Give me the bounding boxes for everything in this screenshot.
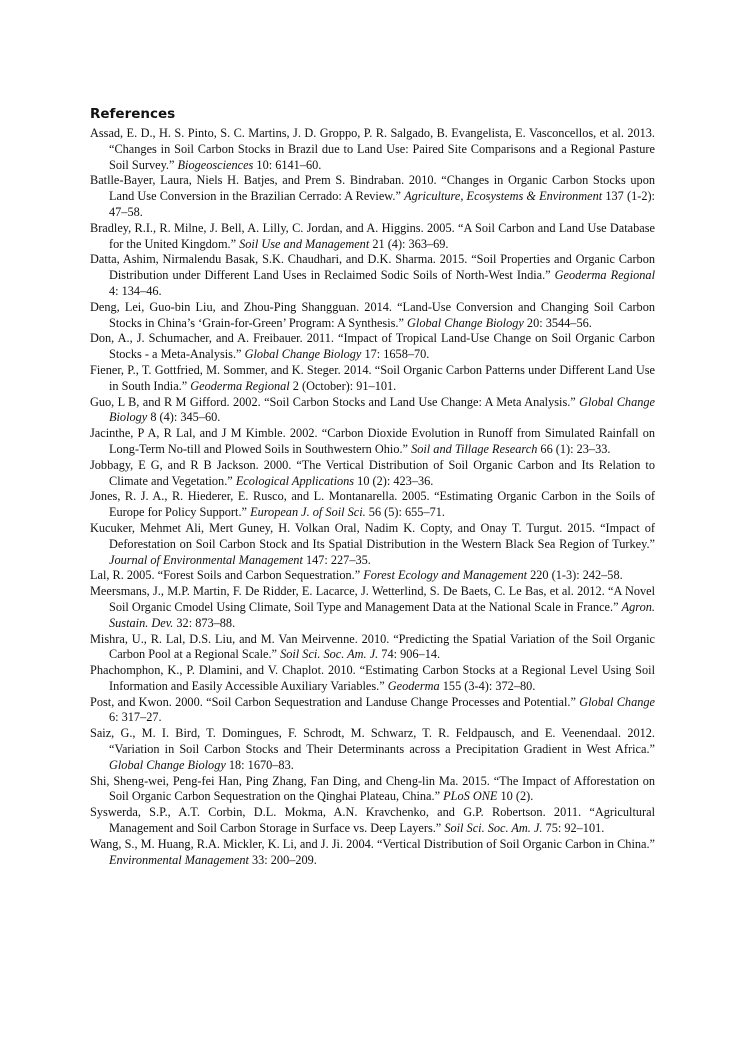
- reference-volume-pages: 32: 873–88.: [173, 615, 236, 630]
- reference-volume-pages: 21 (4): 363–69.: [369, 236, 449, 251]
- page: [90, 105, 655, 868]
- reference-volume-pages: 155 (3-4): 372–80.: [439, 678, 536, 693]
- reference-journal: Environmental Management: [109, 852, 249, 867]
- reference-entry: [90, 632, 655, 664]
- reference-volume-pages: 10: 6141–60.: [253, 157, 322, 172]
- reference-citation: Fiener, P., T. Gottfried, M. Sommer, and K. Steger. 2014. “Soil Organic Carbon Patterns under Different Land Use in South India.”: [90, 362, 655, 393]
- reference-entry: [90, 221, 655, 253]
- reference-citation: Lal, R. 2005. “Forest Soils and Carbon Sequestration.”: [90, 568, 364, 583]
- reference-citation: Meersmans, J., M.P. Martin, F. De Ridder, E. Lacarce, J. Wetterlind, S. De Baets, C. Le Bas, et al. 2012. “A Novel Soil Organic Cmodel Using Climate, Soil Type and Management Data at the National Scale in France.”: [90, 584, 655, 614]
- reference-volume-pages: 8 (4): 345–60.: [147, 410, 221, 425]
- reference-volume-pages: 6: 317–27.: [109, 710, 162, 725]
- reference-volume-pages: 20: 3544–56.: [523, 315, 592, 330]
- reference-entry: [90, 521, 655, 568]
- reference-entry: [90, 458, 655, 490]
- reference-entry: [90, 695, 655, 727]
- reference-citation: Deng, Lei, Guo-bin Liu, and Zhou-Ping Shangguan. 2014. “Land-Use Conversion and Changing Soil Carbon Stocks in China’s ‘Grain-for-Green’ Program: A Synthesis.”: [90, 299, 655, 330]
- reference-journal: Soil Sci. Soc. Am. J.: [444, 821, 543, 836]
- reference-entry: [90, 837, 655, 869]
- reference-volume-pages: 33: 200–209.: [248, 852, 317, 867]
- reference-citation: Batlle-Bayer, Laura, Niels H. Batjes, and Prem S. Bindraban. 2010. “Changes in Organic Carbon Stocks upon Land Use Conversion in the Brazilian Cerrado: A Review.”: [90, 173, 655, 204]
- reference-citation: Phachomphon, K., P. Dlamini, and V. Chaplot. 2010. “Estimating Carbon Stocks at a Regional Level Using Soil Information and Easily Accessible Auxiliary Variables.”: [90, 663, 655, 693]
- reference-citation: Jacinthe, P A, R Lal, and J M Kimble. 2002. “Carbon Dioxide Evolution in Runoff from Simulated Rainfall on Long-Term No-till and Plowed Soils in Southwestern Ohio.”: [90, 426, 655, 456]
- reference-entry: [90, 568, 655, 584]
- reference-entry: [90, 363, 655, 395]
- reference-list: [90, 126, 655, 868]
- reference-journal: Global Change Biology: [109, 394, 655, 425]
- reference-journal: Global Change Biology: [244, 347, 362, 362]
- reference-citation: Guo, L B, and R M Gifford. 2002. “Soil Carbon Stocks and Land Use Change: A Meta Analysis.”: [90, 394, 580, 409]
- reference-journal: Soil Use and Management: [239, 236, 370, 251]
- reference-volume-pages: 18: 1670–83.: [225, 757, 294, 772]
- reference-entry: [90, 774, 655, 806]
- reference-volume-pages: 75: 92–101.: [542, 821, 605, 836]
- reference-volume-pages: 137 (1-2): 47–58.: [109, 189, 655, 219]
- reference-journal: Agriculture, Ecosystems & Environment: [404, 189, 603, 204]
- reference-citation: Wang, S., M. Huang, R.A. Mickler, K. Li, and J. Ji. 2004. “Vertical Distribution of Soil Organic Carbon in China.”: [90, 836, 655, 851]
- reference-citation: Post, and Kwon. 2000. “Soil Carbon Sequestration and Landuse Change Processes and Potential.”: [90, 694, 580, 709]
- reference-volume-pages: 4: 134–46.: [109, 283, 162, 298]
- reference-entry: [90, 252, 655, 299]
- reference-journal: Agron. Sustain. Dev.: [109, 599, 655, 630]
- references-heading: References: [90, 106, 176, 122]
- reference-citation: Datta, Ashim, Nirmalendu Basak, S.K. Chaudhari, and D.K. Sharma. 2015. “Soil Properties and Organic Carbon Distribution under Different Land Uses in Reclaimed Sodic Soils of North-West India.”: [90, 252, 655, 283]
- reference-entry: [90, 300, 655, 332]
- reference-journal: Geoderma Regional: [554, 268, 655, 283]
- reference-citation: Saiz, G., M. I. Bird, T. Domingues, F. Schrodt, M. Schwarz, T. R. Feldpausch, and E. Veenendaal. 2012. “Variation in Soil Carbon Stocks and Their Determinants across a Precipitation Gradient in West Africa.”: [90, 726, 655, 757]
- reference-citation: Kucuker, Mehmet Ali, Mert Guney, H. Volkan Oral, Nadim K. Copty, and Onay T. Turgut. 2015. “Impact of Deforestation on Soil Carbon Stock and Its Spatial Distribution in the Western Black Sea Region of Turkey.”: [90, 520, 655, 551]
- reference-journal: Soil and Tillage Research: [411, 441, 538, 456]
- reference-citation: Mishra, U., R. Lal, D.S. Liu, and M. Van Meirvenne. 2010. “Predicting the Spatial Variation of the Soil Organic Carbon Pool at a Regional Scale.”: [90, 631, 655, 662]
- reference-journal: Biogeosciences: [177, 157, 254, 172]
- reference-entry: [90, 663, 655, 695]
- reference-volume-pages: 220 (1-3): 242–58.: [527, 568, 623, 583]
- reference-journal: Journal of Environmental Management: [109, 552, 303, 567]
- reference-citation: Shi, Sheng-wei, Peng-fei Han, Ping Zhang, Fan Ding, and Cheng-lin Ma. 2015. “The Impact of Afforestation on Soil Organic Carbon Sequestration on the Qinghai Plateau, China.”: [90, 773, 655, 804]
- reference-entry: [90, 805, 655, 837]
- reference-entry: [90, 584, 655, 631]
- reference-entry: [90, 489, 655, 521]
- reference-entry: [90, 726, 655, 773]
- reference-entry: [90, 395, 655, 427]
- reference-journal: Soil Sci. Soc. Am. J.: [280, 647, 379, 662]
- reference-entry: [90, 126, 655, 173]
- reference-journal: Geoderma Regional: [190, 378, 290, 393]
- reference-citation: Assad, E. D., H. S. Pinto, S. C. Martins, J. D. Groppo, P. R. Salgado, B. Evangelista, E. Vasconcellos, et al. 2013. “Changes in Soil Carbon Stocks in Brazil due to Land Use: Paired Site Comparisons and a Regional Pasture Soil Survey.”: [90, 126, 655, 172]
- reference-entry: [90, 331, 655, 363]
- reference-volume-pages: 66 (1): 23–33.: [537, 441, 611, 456]
- reference-journal: European J. of Soil Sci.: [250, 505, 366, 520]
- reference-citation: Jones, R. J. A., R. Hiederer, E. Rusco, and L. Montanarella. 2005. “Estimating Organic Carbon in the Soils of Europe for Policy Support.”: [90, 489, 655, 520]
- reference-journal: Geoderma: [387, 678, 440, 693]
- reference-volume-pages: 10 (2).: [497, 789, 534, 804]
- reference-volume-pages: 10 (2): 423–36.: [354, 473, 434, 488]
- reference-journal: Global Change Biology: [109, 757, 226, 772]
- reference-journal: Ecological Applications: [235, 473, 355, 488]
- reference-volume-pages: 56 (5): 655–71.: [365, 505, 445, 520]
- reference-volume-pages: 147: 227–35.: [302, 552, 371, 567]
- reference-journal: Forest Ecology and Management: [363, 568, 528, 583]
- reference-journal: PLoS ONE: [443, 789, 498, 804]
- reference-citation: Syswerda, S.P., A.T. Corbin, D.L. Mokma, A.N. Kravchenko, and G.P. Robertson. 2011. “Agricultural Management and Soil Carbon Storage in Surface vs. Deep Layers.”: [90, 805, 655, 836]
- reference-volume-pages: 2 (October): 91–101.: [289, 378, 397, 393]
- reference-volume-pages: 74: 906–14.: [378, 647, 441, 662]
- reference-citation: Jobbagy, E G, and R B Jackson. 2000. “The Vertical Distribution of Soil Organic Carbon and Its Relation to Climate and Vegetation.”: [90, 457, 655, 488]
- reference-entry: [90, 426, 655, 458]
- reference-volume-pages: 17: 1658–70.: [361, 347, 430, 362]
- reference-citation: Bradley, R.I., R. Milne, J. Bell, A. Lilly, C. Jordan, and A. Higgins. 2005. “A Soil Carbon and Land Use Database for the United Kingdom.”: [90, 220, 655, 251]
- reference-entry: [90, 173, 655, 220]
- reference-journal: Global Change Biology: [407, 315, 524, 330]
- reference-citation: Don, A., J. Schumacher, and A. Freibauer. 2011. “Impact of Tropical Land-Use Change on Soil Organic Carbon Stocks - a Meta-Analysis.”: [90, 331, 655, 362]
- reference-journal: Global Change: [579, 694, 655, 709]
